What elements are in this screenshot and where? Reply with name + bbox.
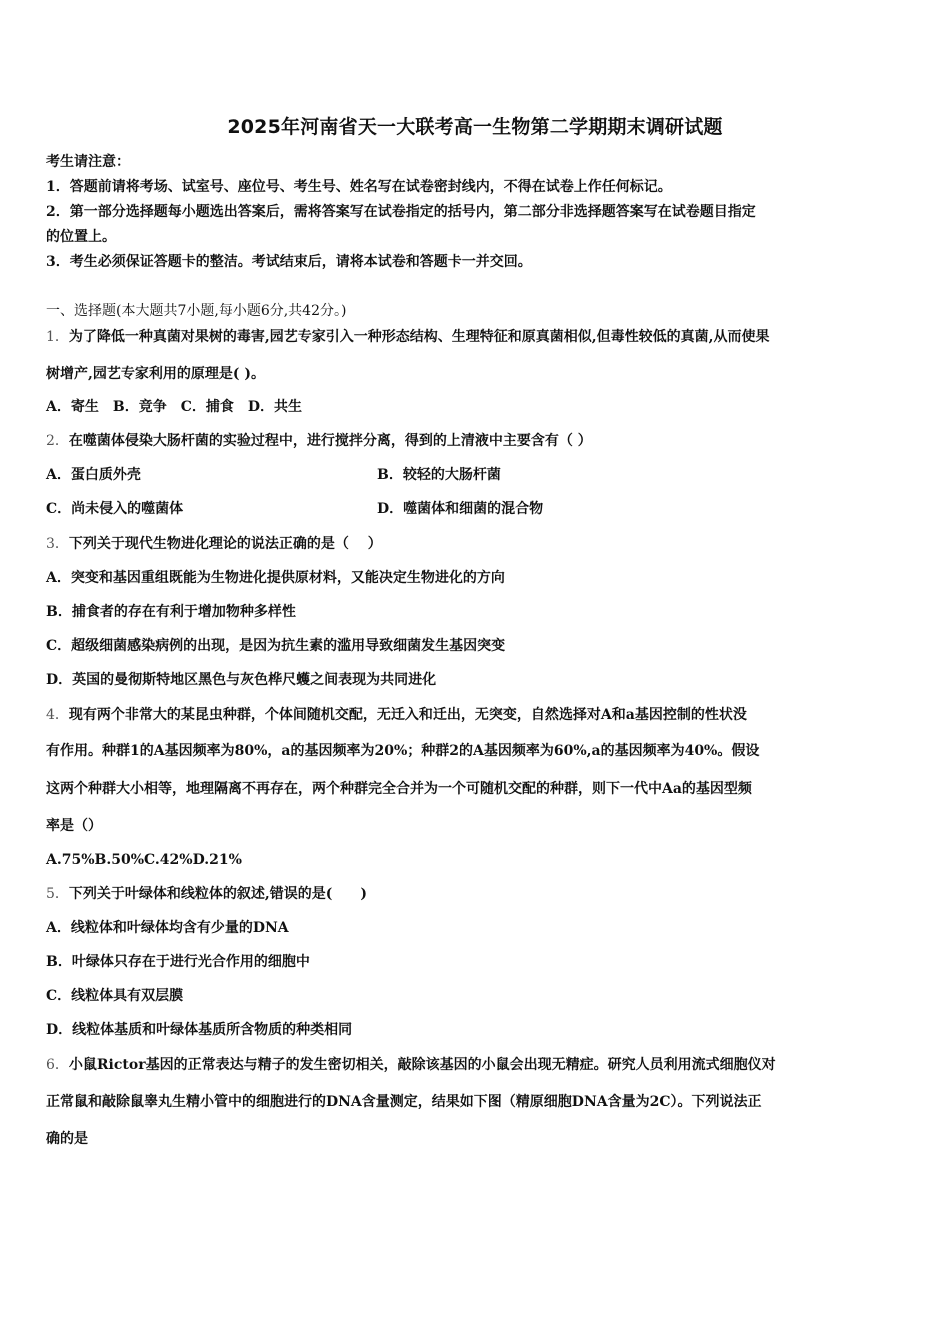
question-number: 4． bbox=[46, 707, 69, 723]
question-5-option-c: C．线粒体具有双层膜 bbox=[46, 988, 184, 1004]
notice-item-2: 2．第一部分选择题每小题选出答案后，需将答案写在试卷指定的括号内，第二部分非选择题答案写在试卷题目指定 bbox=[46, 204, 756, 220]
question-2-stem bbox=[46, 431, 592, 451]
notice-item-2-continued: 的位置上。 bbox=[46, 229, 116, 245]
question-1-text-line2: 树增产,园艺专家利用的原理是( )。 bbox=[46, 366, 265, 382]
question-number: 2． bbox=[46, 433, 69, 449]
question-4-stem bbox=[46, 705, 747, 725]
question-4-options: A.75%B.50%C.42%D.21% bbox=[46, 852, 242, 868]
question-2-option-d: D．噬菌体和细菌的混合物 bbox=[377, 501, 544, 517]
question-3-option-d: D．英国的曼彻斯特地区黑色与灰色桦尺蠖之间表现为共同进化 bbox=[46, 672, 437, 688]
question-2-option-a: A．蛋白质外壳 bbox=[46, 467, 141, 483]
question-6-text-line1: 小鼠Rictor基因的正常表达与精子的发生密切相关，敲除该基因的小鼠会出现无精症。研究人员利用流式细胞仪对 bbox=[68, 1057, 776, 1073]
question-3-option-b: B．捕食者的存在有利于增加物种多样性 bbox=[46, 604, 296, 620]
question-2-option-b: B．较轻的大肠杆菌 bbox=[377, 467, 501, 483]
question-4-text-line3: 这两个种群大小相等，地理隔离不再存在，两个种群完全合并为一个可随机交配的种群，则下一代中Aa的基因型频 bbox=[46, 781, 752, 797]
question-number: 3． bbox=[46, 536, 69, 552]
page-title: 2025年河南省天一大联考高一生物第二学期期末调研试题 bbox=[227, 116, 723, 138]
question-5-text: 下列关于叶绿体和线粒体的叙述,错误的是( ) bbox=[68, 886, 368, 902]
question-1-text-line1: 为了降低一种真菌对果树的毒害,园艺专家引入一种形态结构、生理特征和原真菌相似,但毒性较低的真菌,从而使果 bbox=[68, 329, 770, 345]
question-number: 5． bbox=[46, 886, 69, 902]
question-4-text-line2: 有作用。种群1的A基因频率为80%，a的基因频率为20%；种群2的A基因频率为60%,a的基因频率为40%。假设 bbox=[46, 743, 760, 759]
question-2-text: 在噬菌体侵染大肠杆菌的实验过程中，进行搅拌分离，得到的上清液中主要含有（ ） bbox=[68, 433, 592, 449]
question-2-option-c: C．尚未侵入的噬菌体 bbox=[46, 501, 184, 517]
section-heading: 一、选择题(本大题共7小题,每小题6分,共42分。) bbox=[46, 303, 347, 319]
notice-item-1: 1．答题前请将考场、试室号、座位号、考生号、姓名写在试卷密封线内，不得在试卷上作任何标记。 bbox=[46, 179, 672, 195]
question-3-option-c: C．超级细菌感染病例的出现，是因为抗生素的滥用导致细菌发生基因突变 bbox=[46, 638, 506, 654]
question-3-text: 下列关于现代生物进化理论的说法正确的是（ ） bbox=[68, 536, 382, 552]
question-6-stem bbox=[46, 1055, 776, 1075]
notice-item-3: 3．考生必须保证答题卡的整洁。考试结束后，请将本试卷和答题卡一并交回。 bbox=[46, 254, 532, 270]
question-4-text-line1: 现有两个非常大的某昆虫种群，个体间随机交配，无迁入和迁出，无突变，自然选择对A和a基因控制的性状没 bbox=[68, 707, 747, 723]
question-number: 1． bbox=[46, 329, 69, 345]
question-5-option-d: D．线粒体基质和叶绿体基质所含物质的种类相同 bbox=[46, 1022, 353, 1038]
question-4-text-line4: 率是（） bbox=[46, 818, 102, 834]
question-3-stem bbox=[46, 534, 382, 554]
question-3-option-a: A．突变和基因重组既能为生物进化提供原材料，又能决定生物进化的方向 bbox=[46, 570, 505, 586]
question-number: 6． bbox=[46, 1057, 69, 1073]
question-5-option-a: A．线粒体和叶绿体均含有少量的DNA bbox=[46, 920, 289, 936]
notice-heading: 考生请注意： bbox=[46, 154, 130, 170]
question-6-text-line2: 正常鼠和敲除鼠睾丸生精小管中的细胞进行的DNA含量测定，结果如下图（精原细胞DNA含量为2C）。下列说法正 bbox=[46, 1094, 762, 1110]
question-5-stem bbox=[46, 884, 367, 904]
question-5-option-b: B．叶绿体只存在于进行光合作用的细胞中 bbox=[46, 954, 310, 970]
question-1-options: A．寄生 B．竞争 C．捕食 D．共生 bbox=[46, 399, 302, 415]
question-1-stem bbox=[46, 327, 770, 347]
candidate-notice bbox=[46, 150, 908, 275]
question-6-text-line3: 确的是 bbox=[46, 1131, 88, 1147]
